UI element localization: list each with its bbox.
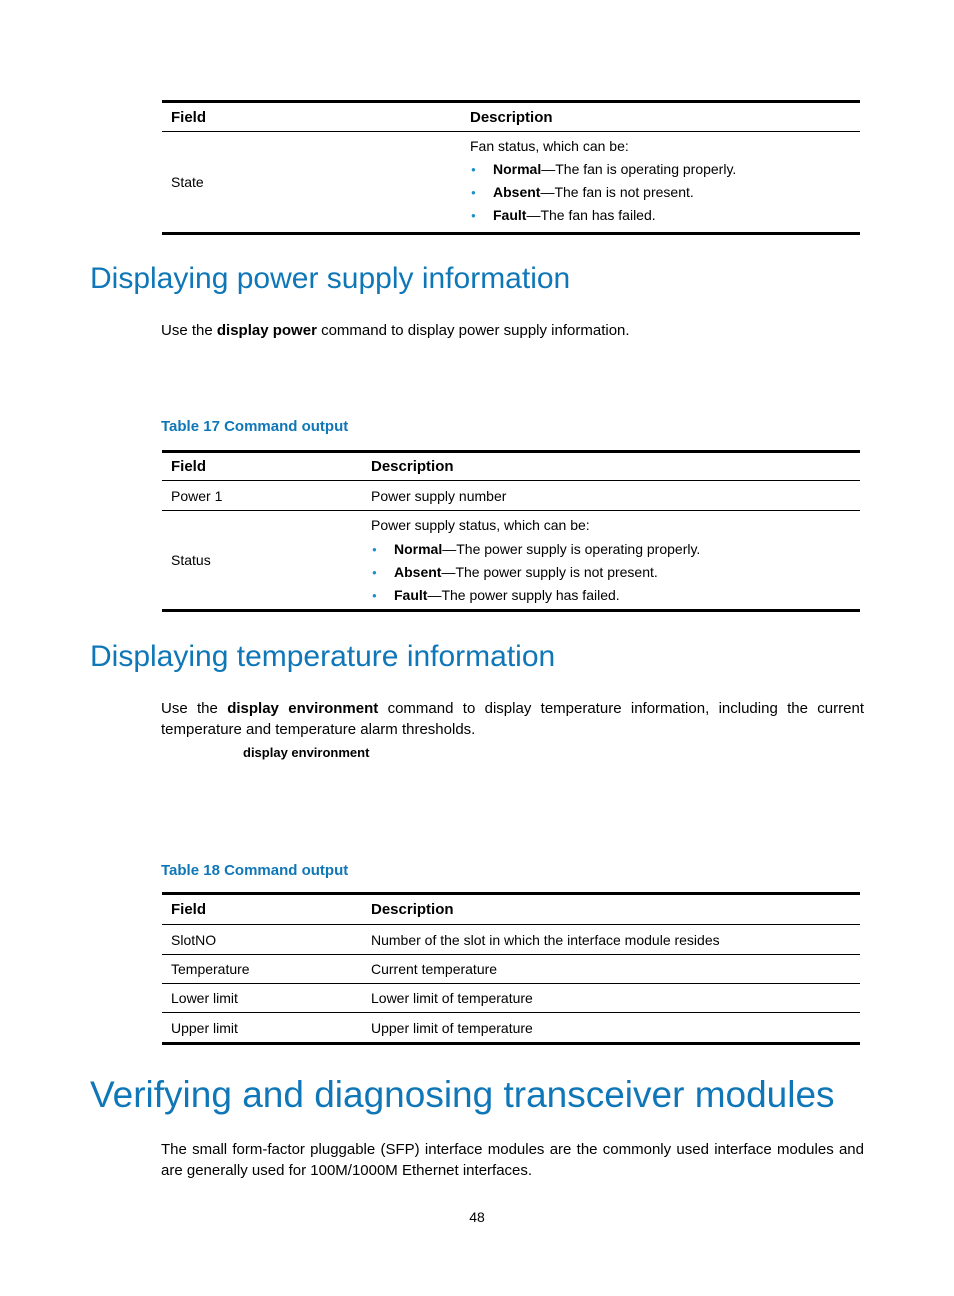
bullet-term: Fault (493, 207, 527, 223)
description-cell: Current temperature (362, 955, 860, 984)
column-header-field: Field (162, 452, 362, 481)
page-number: 48 (469, 1209, 485, 1225)
power-output-table (162, 450, 860, 612)
text-span: Use the (161, 700, 228, 717)
bullet-term: Normal (394, 541, 443, 557)
list-item (470, 181, 860, 204)
command-line: display environment (243, 745, 370, 760)
field-cell: Temperature (162, 955, 362, 984)
table-row (162, 511, 860, 611)
field-cell: SlotNO (162, 925, 362, 955)
description-cell (362, 511, 860, 611)
field-cell: Lower limit (162, 984, 362, 1013)
table-caption: Table 17 Command output (161, 418, 349, 435)
table-row (162, 984, 860, 1013)
bullet-desc: —The power supply is not present. (441, 564, 658, 580)
column-header-description: Description (461, 102, 860, 132)
bullet-desc: —The fan has failed. (526, 207, 656, 223)
table-row (162, 955, 860, 984)
section-heading-temperature: Displaying temperature information (90, 640, 556, 673)
bullet-term: Normal (493, 161, 542, 177)
table-row (162, 132, 860, 234)
field-cell: Upper limit (171, 1019, 238, 1036)
field-cell: Status (171, 552, 211, 568)
description-cell: Power supply number (362, 481, 860, 511)
list-item (371, 584, 860, 607)
power-paragraph (161, 320, 864, 341)
field-cell: Power 1 (162, 481, 362, 511)
bullet-list (470, 158, 860, 227)
bullet-term: Absent (493, 184, 541, 200)
table-header-row (162, 452, 860, 481)
bullet-desc: —The power supply is operating properly. (442, 541, 701, 557)
temperature-output-table (162, 892, 860, 1045)
bullet-term: Absent (394, 564, 442, 580)
description-cell: Number of the slot in which the interface module resides (362, 925, 860, 955)
column-header-description: Description (362, 894, 860, 925)
text-span: command to display temperature information, including the current temperature and temperature alarm thresholds. (161, 700, 864, 738)
table-row (162, 925, 860, 955)
text-span: Use the (161, 322, 217, 339)
column-header-field: Field (162, 894, 362, 925)
bullet-desc: —The power supply has failed. (427, 587, 620, 603)
column-header-field: Field (162, 102, 461, 132)
command-name: display power (216, 322, 317, 339)
command-name: display environment (227, 700, 379, 717)
bullet-list (371, 538, 860, 607)
fan-status-table (162, 100, 860, 235)
description-cell (461, 132, 860, 234)
description-cell: Lower limit of temperature (362, 984, 860, 1013)
table-header-row (162, 894, 860, 925)
list-item (371, 561, 860, 584)
table-caption: Table 18 Command output (161, 862, 349, 879)
field-cell: State (171, 174, 204, 190)
column-header-description: Description (362, 452, 860, 481)
list-item (470, 204, 860, 227)
bullet-term: Fault (394, 587, 428, 603)
bullet-desc: —The fan is operating properly. (541, 161, 737, 177)
table-row (162, 1013, 860, 1044)
description-intro: Fan status, which can be: (470, 138, 629, 154)
bullet-desc: —The fan is not present. (540, 184, 694, 200)
list-item (371, 538, 860, 561)
temperature-paragraph (161, 698, 864, 740)
list-item (470, 158, 860, 181)
transceiver-paragraph: The small form-factor pluggable (SFP) interface modules are the commonly used interface modules and are generally used for 100M/1000M Ethernet interfaces. (161, 1141, 864, 1179)
text-span: command to display power supply information. (316, 322, 630, 339)
section-heading-power: Displaying power supply information (90, 262, 571, 295)
table-header-row (162, 102, 860, 132)
description-cell: Upper limit of temperature (371, 1019, 533, 1036)
description-intro: Power supply status, which can be: (371, 517, 590, 533)
chapter-heading-transceiver: Verifying and diagnosing transceiver modules (90, 1074, 835, 1115)
table-row (162, 481, 860, 511)
